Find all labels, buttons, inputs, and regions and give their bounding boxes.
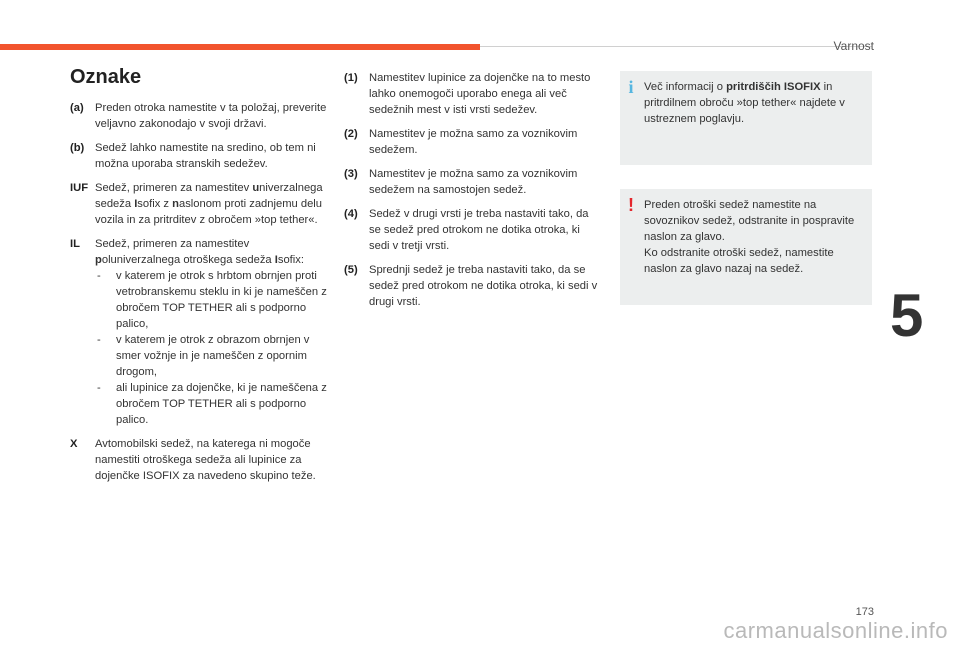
definition-il xyxy=(70,236,330,428)
warning-text-1: Preden otroški sedež namestite na sovoznikov sedež, odstranite in pospravite naslon za glavo. xyxy=(644,199,855,243)
page-number: 173 xyxy=(855,606,874,618)
note-2 xyxy=(344,126,602,158)
info-box: i Več informacij o pritrdiščih ISOFIX in pritrdilnem obroču »top tether« najdete v ustreznem poglavju. xyxy=(620,71,872,165)
definitions-column xyxy=(70,100,330,492)
note-text: Sprednji sedež je treba nastaviti tako, da se sedež pred otrokom ne dotika otroka, ki sedi v drugi vrsti. xyxy=(369,264,598,308)
definition-text: Sedež, primeren za namestitev univerzalnega sedeža Isofix z naslonom proti zadnjemu delu vozila in za pritrditev z obročem »top tether«. xyxy=(95,182,323,226)
note-text: Sedež v drugi vrsti je treba nastaviti tako, da se sedež pred otrokom ne dotika otroka, ki sedi v tretji vrsti. xyxy=(369,208,589,252)
notes-column xyxy=(344,70,602,318)
warning-text-2: Ko odstranite otroški sedež, namestite naslon za glavo nazaj na sedež. xyxy=(644,247,834,275)
note-key: (4) xyxy=(344,208,358,220)
note-key: (2) xyxy=(344,128,358,140)
note-text: Namestitev je možna samo za voznikovim sedežem na samostojen sedež. xyxy=(369,168,578,196)
definition-key: IUF xyxy=(70,182,89,194)
header-rule xyxy=(480,46,872,47)
page-title: Oznake xyxy=(70,66,142,88)
definition-a xyxy=(70,100,330,132)
definition-key: X xyxy=(70,438,78,450)
info-icon: i xyxy=(628,77,634,97)
definition-iuf xyxy=(70,180,330,228)
warning-icon: ! xyxy=(628,195,634,215)
definition-x xyxy=(70,436,330,484)
note-3 xyxy=(344,166,602,198)
definition-text: Sedež, primeren za namestitev poluniverzalnega otroškega sedeža Isofix: - v katerem je otrok s hrbtom obrnjen proti vetrobranskemu steklu in ki je nameščen z obročem TOP TETHER ali s podporno palico, - v katerem je otrok z obrazom obrnjen v smer vožnje in je nameščen z opornim drogom, - ali lupinice za dojenčke, ki je nameščena z obročem TOP TETHER ali s podporno palico. xyxy=(95,236,330,428)
note-key: (5) xyxy=(344,264,358,276)
header-accent-bar xyxy=(0,44,480,50)
note-5 xyxy=(344,262,602,310)
note-key: (1) xyxy=(344,72,358,84)
note-text: Namestitev je možna samo za voznikovim sedežem. xyxy=(369,128,578,156)
definition-key: (a) xyxy=(70,102,84,114)
chapter-number: 5 xyxy=(890,282,924,349)
definition-text: Avtomobilski sedež, na katerega ni mogoče namestiti otroškega sedeža ali lupinice za dojenčke ISOFIX za navedeno skupino teže. xyxy=(95,438,316,482)
definition-b xyxy=(70,140,330,172)
section-name: Varnost xyxy=(833,39,874,53)
note-text: Namestitev lupinice za dojenčke na to mesto lahko onemogoči uporabo enega ali več sedežnih mest v isti vrsti sedežev. xyxy=(369,72,591,116)
list-item: - ali lupinice za dojenčke, ki je nameščena z obročem TOP TETHER ali s podporno palico. xyxy=(97,382,327,426)
list-item: - v katerem je otrok s hrbtom obrnjen proti vetrobranskemu steklu in ki je nameščen z obročem TOP TETHER ali s podporno palico, xyxy=(97,270,327,330)
warning-box xyxy=(620,189,872,305)
list-item: - v katerem je otrok z obrazom obrnjen v smer vožnje in je nameščen z opornim drogom, xyxy=(97,334,310,378)
note-4 xyxy=(344,206,602,254)
note-1 xyxy=(344,70,602,118)
definition-key: (b) xyxy=(70,142,85,154)
definition-text: Preden otroka namestite v ta položaj, preverite veljavno zakonodajo v svoji državi. xyxy=(95,102,327,130)
note-key: (3) xyxy=(344,168,358,180)
watermark: carmanualsonline.info xyxy=(723,618,948,643)
definition-text: Sedež lahko namestite na sredino, ob tem ni možna uporaba stranskih sedežev. xyxy=(95,142,316,170)
definition-key: IL xyxy=(70,238,80,250)
